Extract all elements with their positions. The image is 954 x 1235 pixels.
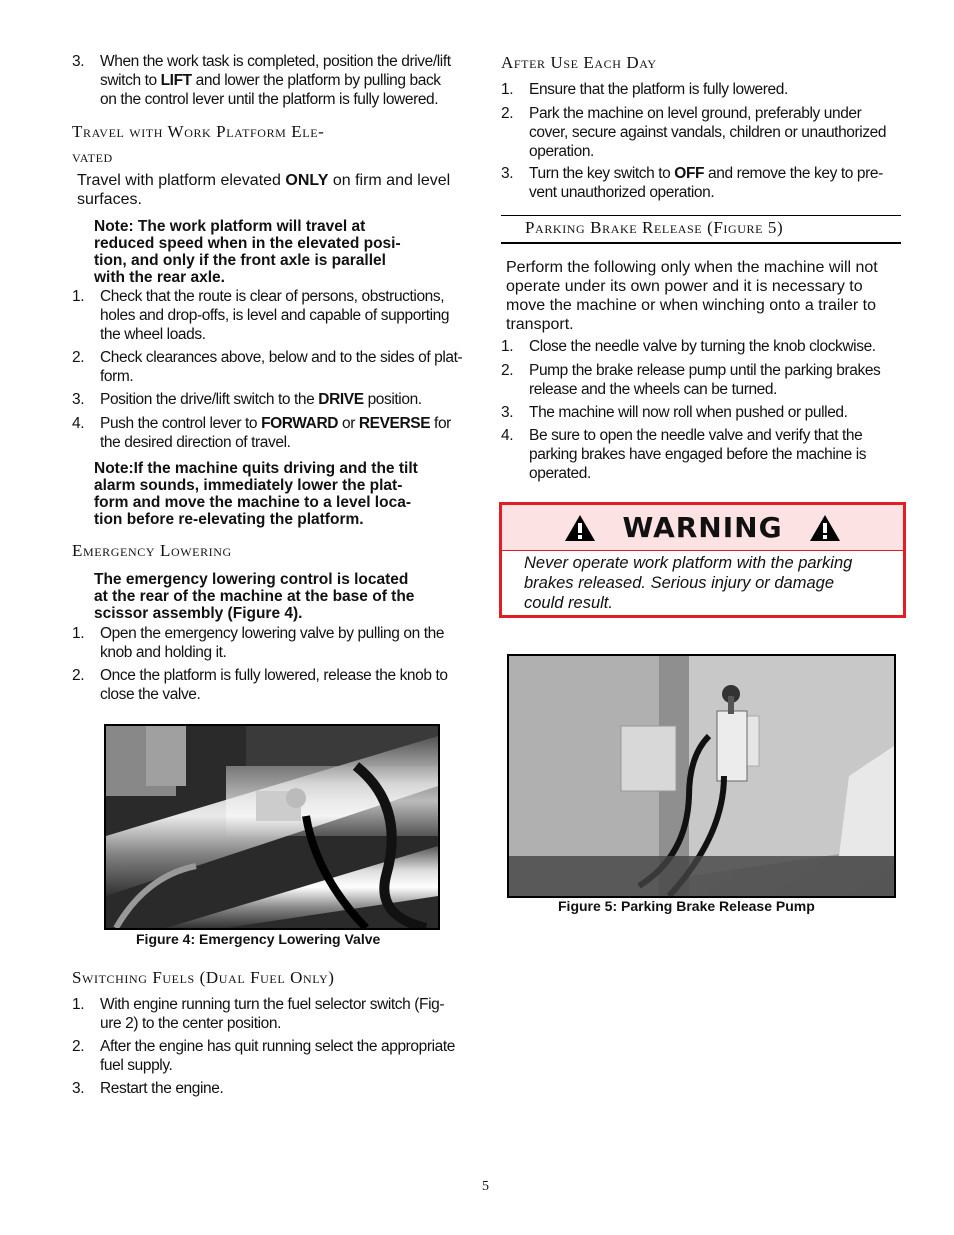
list-number: 1. <box>72 288 85 305</box>
para-text: operate under its own power and it is necessary to <box>506 278 863 295</box>
list-text: cover, secure against vandals, children or unauthorized <box>529 124 887 141</box>
warning-box <box>499 502 906 618</box>
list-number: 1. <box>72 996 85 1013</box>
list-text: The machine will now roll when pushed or pulled. <box>529 404 848 421</box>
travel-paragraph <box>77 171 450 209</box>
para-text: surfaces. <box>77 191 142 208</box>
list-text: Once the platform is fully lowered, release the knob to <box>100 667 448 684</box>
section-heading-after-use: After Use Each Day <box>501 53 657 72</box>
list-text: Ensure that the platform is fully lowered. <box>529 81 788 98</box>
list-text: operated. <box>529 465 591 482</box>
heading-rule-bottom <box>501 242 901 244</box>
list-text: release and the wheels can be turned. <box>529 381 778 398</box>
parking-brake-pump-image <box>509 656 894 896</box>
list-number: 1. <box>501 338 514 355</box>
list-text: parking brakes have engaged before the machine is <box>529 446 867 463</box>
list-text: and lower the platform by pulling back <box>191 72 441 89</box>
figure5-photo <box>507 654 896 898</box>
warning-title: WARNING <box>622 511 783 544</box>
figure4-caption: Figure 4: Emergency Lowering Valve <box>136 931 381 947</box>
list-text: With engine running turn the fuel selector switch (Fig- <box>100 996 445 1013</box>
list-number: 3. <box>501 165 514 182</box>
emergency-valve-image <box>106 726 438 928</box>
note-line: Note: The work platform will travel at <box>94 218 366 235</box>
list-text: Close the needle valve by turning the knob clockwise. <box>529 338 876 355</box>
note-line: scissor assembly (Figure 4). <box>94 605 303 622</box>
list-text: operation. <box>529 143 594 160</box>
list-text: Open the emergency lowering valve by pulling on the <box>100 625 445 642</box>
note-line: at the rear of the machine at the base of the <box>94 588 415 605</box>
note-line: form and move the machine to a level loca- <box>94 494 411 511</box>
list-number: 3. <box>72 53 85 70</box>
note-emergency-location <box>94 571 414 622</box>
heading-rule-top <box>501 215 901 216</box>
list-text: Restart the engine. <box>100 1080 224 1097</box>
list-text: on the control lever until the platform is fully lowered. <box>100 91 439 108</box>
warning-header <box>502 505 903 551</box>
list-number: 1. <box>501 81 514 98</box>
list-text: When the work task is completed, position the drive/lift <box>100 53 451 70</box>
off-keyword: OFF <box>674 165 705 182</box>
list-number: 3. <box>72 1080 85 1097</box>
heading-line: Travel with Work Platform Ele- <box>72 122 325 141</box>
note-reduced-speed <box>94 218 401 286</box>
list-text: for <box>430 415 451 432</box>
forward-keyword: FORWARD <box>261 415 339 432</box>
list-text: Push the control lever to <box>100 415 262 432</box>
figure5-caption: Figure 5: Parking Brake Release Pump <box>558 898 815 914</box>
list-number: 1. <box>72 625 85 642</box>
list-text: the wheel loads. <box>100 326 206 343</box>
section-heading-parking-brake: Parking Brake Release (Figure 5) <box>525 218 784 237</box>
list-text: Check clearances above, below and to the sides of plat- <box>100 349 463 366</box>
list-text: holes and drop-offs, is level and capable of supporting <box>100 307 450 324</box>
list-text: knob and holding it. <box>100 644 227 661</box>
warning-triangle-icon <box>564 514 596 542</box>
drive-keyword: DRIVE <box>318 391 364 408</box>
warning-triangle-icon <box>809 514 841 542</box>
list-text: After the engine has quit running select the appropriate <box>100 1038 456 1055</box>
warning-line: brakes released. Serious injury or damage <box>524 574 834 592</box>
list-text: fuel supply. <box>100 1057 173 1074</box>
note-line: Note:If the machine quits driving and the tilt <box>94 460 418 477</box>
parking-paragraph <box>506 258 878 334</box>
list-text: form. <box>100 368 134 385</box>
section-heading-emergency: Emergency Lowering <box>72 541 232 560</box>
warning-text <box>524 553 884 613</box>
list-number: 2. <box>501 105 514 122</box>
only-keyword: ONLY <box>285 172 329 189</box>
section-heading-fuels: Switching Fuels (Dual Fuel Only) <box>72 968 335 987</box>
heading-line: vated <box>72 147 113 166</box>
note-line: with the rear axle. <box>94 269 225 286</box>
list-text: Be sure to open the needle valve and verify that the <box>529 427 863 444</box>
list-text: the desired direction of travel. <box>100 434 291 451</box>
figure4-photo <box>104 724 440 930</box>
note-line: tion before re-elevating the platform. <box>94 511 364 528</box>
list-number: 4. <box>501 427 514 444</box>
page-number: 5 <box>482 1179 489 1194</box>
note-tilt-alarm <box>94 460 418 528</box>
note-line: tion, and only if the front axle is parallel <box>94 252 386 269</box>
list-text: and remove the key to pre- <box>704 165 883 182</box>
list-text: vent unauthorized operation. <box>529 184 715 201</box>
list-number: 3. <box>501 404 514 421</box>
list-number: 2. <box>72 1038 85 1055</box>
warning-line: could result. <box>524 594 613 612</box>
list-text: Park the machine on level ground, preferably under <box>529 105 862 122</box>
note-line: The emergency lowering control is located <box>94 571 409 588</box>
list-text: Position the drive/lift switch to the <box>100 391 319 408</box>
list-number: 3. <box>72 391 85 408</box>
para-text: Perform the following only when the machine will not <box>506 259 878 276</box>
reverse-keyword: REVERSE <box>358 415 431 432</box>
list-text: close the valve. <box>100 686 201 703</box>
list-text: position. <box>363 391 422 408</box>
para-text: on firm and level <box>328 172 451 189</box>
note-line: reduced speed when in the elevated posi- <box>94 235 401 252</box>
section-heading-travel <box>72 122 325 166</box>
list-text: ure 2) to the center position. <box>100 1015 282 1032</box>
lift-keyword: LIFT <box>160 72 192 89</box>
list-text: Pump the brake release pump until the parking brakes <box>529 362 881 379</box>
list-number: 2. <box>72 349 85 366</box>
list-text: switch to <box>100 72 161 89</box>
list-number: 4. <box>72 415 85 432</box>
warning-line: Never operate work platform with the parking <box>524 554 853 572</box>
list-number: 2. <box>501 362 514 379</box>
list-text: or <box>338 415 359 432</box>
para-text: Travel with platform elevated <box>77 172 286 189</box>
list-text: Check that the route is clear of persons, obstructions, <box>100 288 445 305</box>
list-number: 2. <box>72 667 85 684</box>
note-line: alarm sounds, immediately lower the plat- <box>94 477 403 494</box>
list-text: Turn the key switch to <box>529 165 675 182</box>
para-text: transport. <box>506 316 574 333</box>
para-text: move the machine or when winching onto a trailer to <box>506 297 876 314</box>
